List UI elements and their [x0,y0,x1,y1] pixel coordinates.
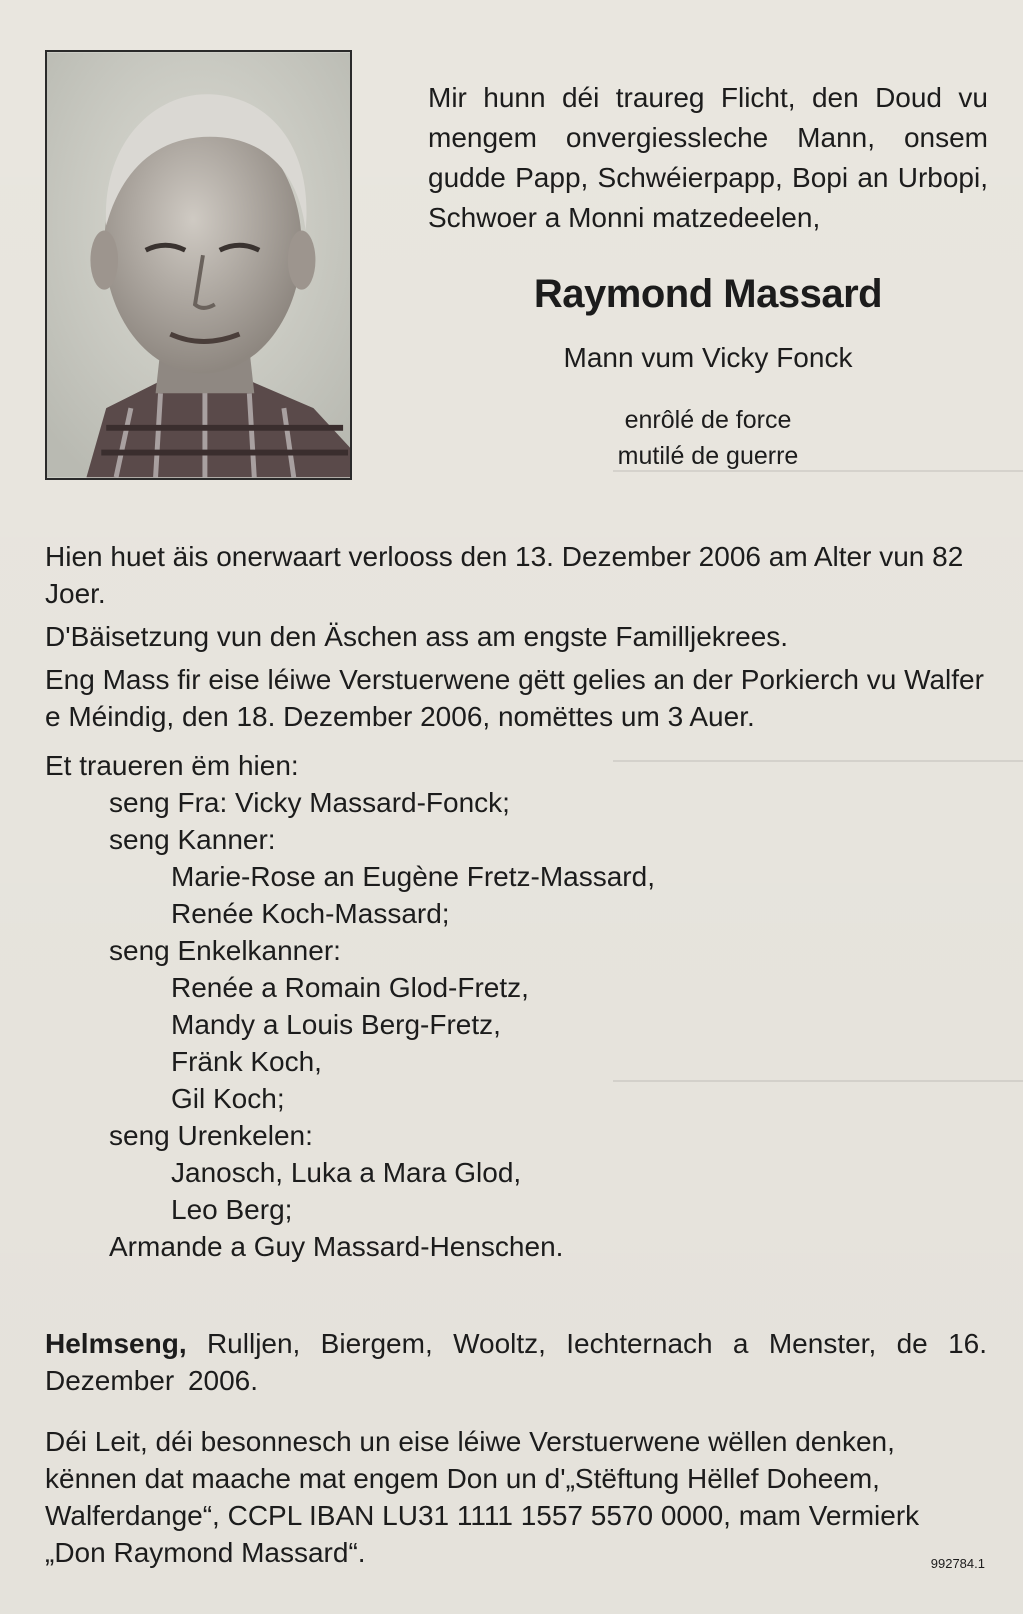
mourner-line: Mandy a Louis Berg-Fretz, [171,1009,501,1040]
place-and-date [45,1325,987,1399]
donation-note: Déi Leit, déi besonnesch un eise léiwe Verstuerwene wëllen denken, kënnen dat maache mat engem Don un d'„Stëftung Hëllef Doheem, Walferdange“, CCPL IBAN LU31 1111 1557 5570 0000, mam Vermierk „Don Raymond Massard“. [45,1426,920,1568]
mass-notice: Eng Mass fir eise léiwe Verstuerwene gëtt gelies an der Porkierch vu Walfer e Méindig, den 18. Dezember 2006, nomëttes um 3 Auer. [45,664,984,732]
deceased-name: Raymond Massard [533,272,883,316]
reference-number: 992784.1 [930,1556,985,1571]
mourner-line: Janosch, Luka a Mara Glod, [171,1157,522,1188]
mourner-line: Armande a Guy Massard-Henschen. [109,1231,564,1262]
place-rest: Rulljen, Biergem, Wooltz, Iechternach a Menster, de 16. Dezember 2006. [45,1328,987,1396]
honor-line-1: enrôlé de force [624,406,792,434]
mourner-line: Gil Koch; [171,1083,285,1114]
mourner-line: Marie-Rose an Eugène Fretz-Massard, [171,861,655,892]
mourner-line: Renée Koch-Massard; [171,898,450,929]
honor-lines [428,402,988,474]
intro-paragraph: Mir hunn déi traureg Flicht, den Doud vu mengem onvergiessleche Mann, onsem gudde Papp, Schwéierpapp, Bopi an Urbopi, Schwoer a Monni matzedeelen, [428,82,988,233]
mourner-line: Fränk Koch, [171,1046,322,1077]
mourner-line: seng Kanner: [109,824,276,855]
death-notice: Hien huet äis onerwaart verlooss den 13. Dezember 2006 am Alter vun 82 Joer. [45,541,964,609]
burial-notice: D'Bäisetzung vun den Äschen ass am engste Familljekrees. [45,621,789,652]
mourner-line: seng Enkelkanner: [109,935,341,966]
intro-text [428,78,988,238]
mourners-list [45,747,987,1265]
spouse-line: Mann vum Vicky Fonck [563,342,853,373]
obituary-body [45,538,987,1265]
place-town: Helmseng, [45,1328,187,1359]
mourner-line: Renée a Romain Glod-Fretz, [171,972,529,1003]
mourner-line: seng Fra: Vicky Massard-Fonck; [109,787,510,818]
mourner-line: Leo Berg; [171,1194,293,1225]
portrait-photo [45,50,352,480]
mourner-line: seng Urenkelen: [109,1120,313,1151]
honor-line-2: mutilé de guerre [617,442,799,470]
mourner-lines [45,784,987,1265]
mourners-intro: Et traueren ëm hien: [45,750,299,781]
portrait-image [47,52,350,478]
